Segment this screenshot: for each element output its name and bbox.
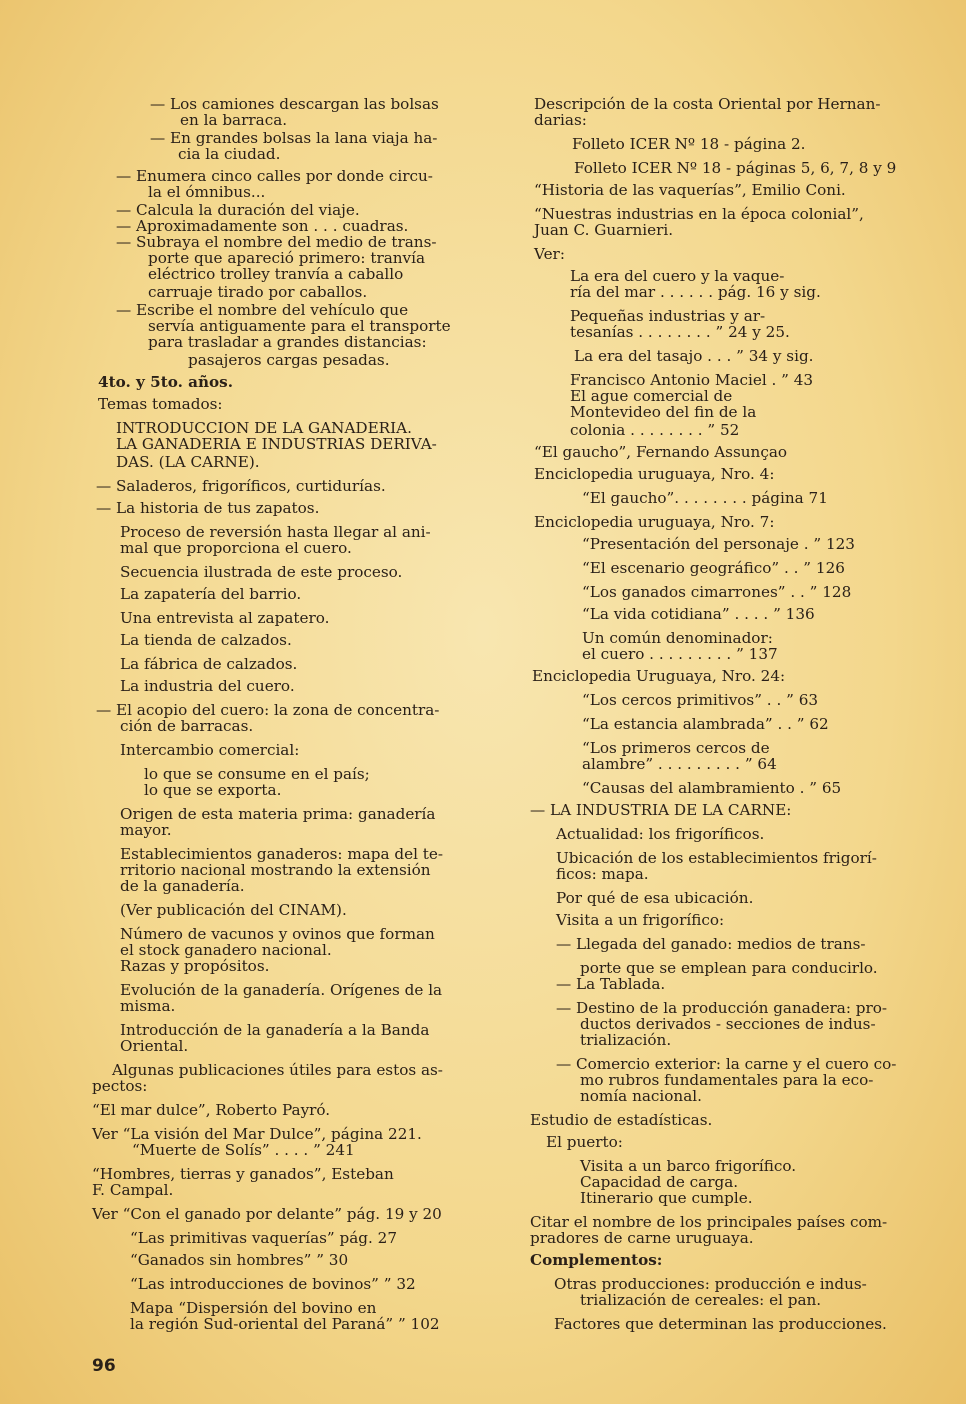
text-line: “Nuestras industrias en la época colonial”, bbox=[534, 205, 864, 223]
text-line: lo que se consume en el país; bbox=[144, 765, 370, 783]
text-line: — Subraya el nombre del medio de trans- bbox=[116, 233, 437, 251]
text-line: “Los cercos primitivos” . . ” 63 bbox=[582, 691, 819, 709]
text-line: Intercambio comercial: bbox=[120, 741, 300, 759]
text-line: Enciclopedia uruguaya, Nro. 4: bbox=[534, 465, 775, 483]
text-line: — Aproximadamente son . . . cuadras. bbox=[116, 217, 409, 235]
text-line: — Calcula la duración del viaje. bbox=[116, 201, 360, 219]
text-line: “El gaucho”. . . . . . . . página 71 bbox=[582, 489, 828, 507]
text-line: pradores de carne uruguaya. bbox=[530, 1229, 754, 1247]
text-line: pasajeros cargas pesadas. bbox=[188, 351, 390, 369]
text-line: “El mar dulce”, Roberto Payró. bbox=[92, 1101, 331, 1119]
text-line: “La vida cotidiana” . . . . ” 136 bbox=[582, 605, 815, 623]
text-line: para trasladar a grandes distancias: bbox=[148, 333, 427, 351]
text-line: Ver: bbox=[534, 245, 565, 263]
text-line: ductos derivados - secciones de indus- bbox=[580, 1015, 876, 1033]
text-line: servía antiguamente para el transporte bbox=[148, 317, 451, 335]
text-line: “Ganados sin hombres” ” 30 bbox=[130, 1251, 349, 1269]
text-line: ficos: mapa. bbox=[556, 865, 649, 883]
text-line: ría del mar . . . . . . pág. 16 y sig. bbox=[570, 283, 821, 301]
text-line: en la barraca. bbox=[180, 111, 288, 129]
text-line: la el ómnibus... bbox=[148, 183, 266, 201]
text-line: La era del tasajo . . . ” 34 y sig. bbox=[574, 347, 814, 365]
text-line: — El acopio del cuero: la zona de concentra- bbox=[96, 701, 440, 719]
text-line: Algunas publicaciones útiles para estos as- bbox=[112, 1061, 443, 1079]
text-line: — Destino de la producción ganadera: pro- bbox=[556, 999, 888, 1017]
text-line: “Hombres, tierras y ganados”, Esteban bbox=[92, 1165, 394, 1183]
text-line: Proceso de reversión hasta llegar al ani- bbox=[120, 523, 431, 541]
text-line: Mapa “Dispersión del bovino en bbox=[130, 1299, 377, 1317]
text-line: El ague comercial de bbox=[570, 387, 733, 405]
text-line: “La estancia alambrada” . . ” 62 bbox=[582, 715, 829, 733]
text-line: mayor. bbox=[120, 821, 172, 839]
text-line: Folleto ICER Nº 18 - página 2. bbox=[572, 135, 806, 153]
text-line: La era del cuero y la vaque- bbox=[570, 267, 785, 285]
text-line: (Ver publicación del CINAM). bbox=[120, 901, 347, 919]
text-line: Enciclopedia Uruguaya, Nro. 24: bbox=[532, 667, 786, 685]
text-line: Otras producciones: producción e indus- bbox=[554, 1275, 867, 1293]
text-line: Por qué de esa ubicación. bbox=[556, 889, 754, 907]
text-line: “Los ganados cimarrones” . . ” 128 bbox=[582, 583, 852, 601]
text-line: carruaje tirado por caballos. bbox=[148, 283, 368, 301]
text-line: Capacidad de carga. bbox=[580, 1173, 739, 1191]
text-line: — LA INDUSTRIA DE LA CARNE: bbox=[530, 801, 792, 819]
text-line: colonia . . . . . . . . ” 52 bbox=[570, 421, 740, 439]
text-line: mal que proporciona el cuero. bbox=[120, 539, 352, 557]
section-heading: 4to. y 5to. años. bbox=[98, 373, 234, 391]
text-line: Estudio de estadísticas. bbox=[530, 1111, 713, 1129]
text-line: DAS. (LA CARNE). bbox=[116, 453, 260, 471]
text-line: Ver “La visión del Mar Dulce”, página 221. bbox=[92, 1125, 422, 1143]
text-line: Ver “Con el ganado por delante” pág. 19 y 20 bbox=[92, 1205, 442, 1223]
text-line: “El gaucho”, Fernando Assunçao bbox=[534, 443, 788, 461]
text-line: La zapatería del barrio. bbox=[120, 585, 302, 603]
text-line: — La Tablada. bbox=[556, 975, 666, 993]
text-line: Francisco Antonio Maciel . ” 43 bbox=[570, 371, 814, 389]
text-line: nomía nacional. bbox=[580, 1087, 702, 1105]
text-line: porte que apareció primero: tranvía bbox=[148, 249, 426, 267]
text-line: El puerto: bbox=[546, 1133, 623, 1151]
text-line: Actualidad: los frigoríficos. bbox=[556, 825, 765, 843]
text-line: tesanías . . . . . . . . ” 24 y 25. bbox=[570, 323, 790, 341]
text-line: ción de barracas. bbox=[120, 717, 254, 735]
text-line: el stock ganadero nacional. bbox=[120, 941, 332, 959]
text-line: Una entrevista al zapatero. bbox=[120, 609, 330, 627]
text-line: — Llegada del ganado: medios de trans- bbox=[556, 935, 866, 953]
text-line: Enciclopedia uruguaya, Nro. 7: bbox=[534, 513, 775, 531]
text-line: Evolución de la ganadería. Orígenes de la bbox=[120, 981, 443, 999]
text-line: Temas tomados: bbox=[98, 395, 223, 413]
text-line: rritorio nacional mostrando la extensión bbox=[120, 861, 431, 879]
text-line: “Muerte de Solís” . . . . ” 241 bbox=[132, 1141, 355, 1159]
text-line: — Los camiones descargan las bolsas bbox=[150, 95, 439, 113]
text-line: — Comercio exterior: la carne y el cuero co- bbox=[556, 1055, 897, 1073]
text-line: Itinerario que cumple. bbox=[580, 1189, 753, 1207]
text-line: “Las primitivas vaquerías” pág. 27 bbox=[130, 1229, 398, 1247]
text-line: INTRODUCCION DE LA GANADERIA. bbox=[116, 419, 412, 437]
text-line: Razas y propósitos. bbox=[120, 957, 270, 975]
text-line: Visita a un barco frigorífico. bbox=[580, 1157, 797, 1175]
text-line: Ubicación de los establecimientos frigorí- bbox=[556, 849, 877, 867]
text-line: LA GANADERIA E INDUSTRIAS DERIVA- bbox=[116, 435, 437, 453]
text-line: Descripción de la costa Oriental por Hernan- bbox=[534, 95, 881, 113]
text-line: La tienda de calzados. bbox=[120, 631, 292, 649]
text-line: Número de vacunos y ovinos que forman bbox=[120, 925, 435, 943]
text-line: Citar el nombre de los principales países com- bbox=[530, 1213, 888, 1231]
text-line: Factores que determinan las producciones. bbox=[554, 1315, 887, 1333]
text-line: “Presentación del personaje . ” 123 bbox=[582, 535, 855, 553]
text-line: Oriental. bbox=[120, 1037, 189, 1055]
text-line: — Escribe el nombre del vehículo que bbox=[116, 301, 409, 319]
page-number: 96 bbox=[92, 1356, 116, 1376]
text-line: “Historia de las vaquerías”, Emilio Coni. bbox=[534, 181, 846, 199]
text-line: — La historia de tus zapatos. bbox=[96, 499, 320, 517]
text-line: lo que se exporta. bbox=[144, 781, 282, 799]
text-line: trialización de cereales: el pan. bbox=[580, 1291, 822, 1309]
text-line: Introducción de la ganadería a la Banda bbox=[120, 1021, 430, 1039]
text-line: mo rubros fundamentales para la eco- bbox=[580, 1071, 874, 1089]
text-line: Montevideo del fin de la bbox=[570, 403, 757, 421]
text-line: La fábrica de calzados. bbox=[120, 655, 298, 673]
text-line: Pequeñas industrias y ar- bbox=[570, 307, 766, 325]
text-line: — Saladeros, frigoríficos, curtidurías. bbox=[96, 477, 386, 495]
text-line: pectos: bbox=[92, 1077, 148, 1095]
text-line: Secuencia ilustrada de este proceso. bbox=[120, 563, 403, 581]
text-line: F. Campal. bbox=[92, 1181, 174, 1199]
text-line: el cuero . . . . . . . . . ” 137 bbox=[582, 645, 778, 663]
text-line: Un común denominador: bbox=[582, 629, 773, 647]
text-line: — En grandes bolsas la lana viaja ha- bbox=[150, 129, 438, 147]
text-line: Establecimientos ganaderos: mapa del te- bbox=[120, 845, 444, 863]
text-line: Visita a un frigorífico: bbox=[556, 911, 725, 929]
text-line: “El escenario geográfico” . . ” 126 bbox=[582, 559, 845, 577]
text-line: misma. bbox=[120, 997, 176, 1015]
text-line: Juan C. Guarnieri. bbox=[534, 221, 674, 239]
text-line: de la ganadería. bbox=[120, 877, 245, 895]
text-line: Folleto ICER Nº 18 - páginas 5, 6, 7, 8 y 9 bbox=[574, 159, 897, 177]
text-line: darias: bbox=[534, 111, 587, 129]
text-line: “Causas del alambramiento . ” 65 bbox=[582, 779, 842, 797]
text-line: “Los primeros cercos de bbox=[582, 739, 770, 757]
text-line: Origen de esta materia prima: ganadería bbox=[120, 805, 436, 823]
section-heading: Complementos: bbox=[530, 1251, 663, 1269]
text-line: trialización. bbox=[580, 1031, 672, 1049]
text-line: porte que se emplean para conducirlo. bbox=[580, 959, 878, 977]
text-line: la región Sud-oriental del Paraná” ” 102 bbox=[130, 1315, 440, 1333]
text-line: alambre” . . . . . . . . . ” 64 bbox=[582, 755, 777, 773]
text-line: eléctrico trolley tranvía a caballo bbox=[148, 265, 404, 283]
text-line: — Enumera cinco calles por donde circu- bbox=[116, 167, 433, 185]
text-line: cia la ciudad. bbox=[178, 145, 281, 163]
text-line: “Las introducciones de bovinos” ” 32 bbox=[130, 1275, 416, 1293]
text-line: La industria del cuero. bbox=[120, 677, 295, 695]
